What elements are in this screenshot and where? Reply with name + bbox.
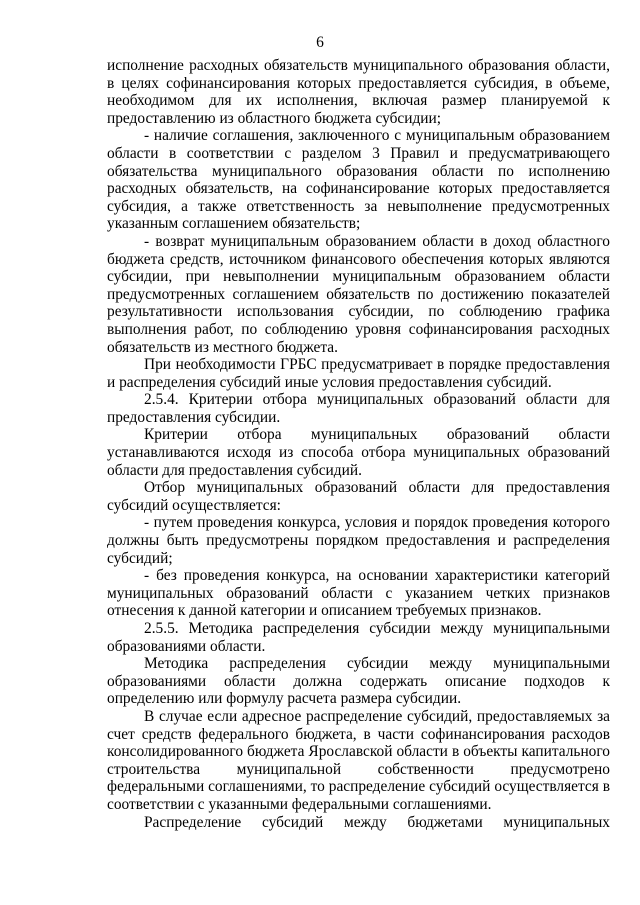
paragraph-7: Отбор муниципальных образований области для предоставления субсидий осуществляется: — [107, 479, 610, 514]
page-number: 6 — [316, 34, 324, 51]
paragraph-3: - возврат муниципальным образованием области в доход областного бюджета средств, источником финансового обеспечения которых являются субсидии, при невыполнении муниципальным образованием области предусмотренных соглашением обязательств по достижению показателей результативности использования субсидии, по соблюдению графика выполнения работ, по соблюдению уровня софинансирования расходных обязательств из местного бюджета. — [107, 232, 610, 356]
paragraph-13: Распределение субсидий между бюджетами муниципальных — [144, 813, 610, 831]
paragraph-1: исполнение расходных обязательств муниципального образования области, в целях софинансирования которых предоставляется субсидия, в объеме, необходимом для их исполнения, включая размер планируемой к предоставлению из областного бюджета субсидии; — [107, 57, 610, 127]
paragraph-12: В случае если адресное распределение субсидий, предоставляемых за счет средств федерального бюджета, в части софинансирования расходов консолидированного бюджета Ярославской области в объекты капитального строительства муниципальной собственности предусмотрено федеральными соглашениями, то распределение субсидий осуществляется в соответствии с указанными федеральными соглашениями. — [107, 707, 610, 813]
paragraph-10: 2.5.5. Методика распределения субсидии между муниципальными образованиями области. — [107, 620, 610, 655]
paragraph-11: Методика распределения субсидии между муниципальными образованиями области должна содержать описание подходов к определению или формулу расчета размера субсидии. — [107, 655, 610, 708]
paragraph-6: Критерии отбора муниципальных образований области устанавливаются исходя из способа отбора муниципальных образований области для предоставления субсидий. — [107, 426, 610, 479]
paragraph-2: - наличие соглашения, заключенного с муниципальным образованием области в соответствии с разделом 3 Правил и предусматривающего обязательства муниципального образования области по исполнению расходных обязательств, на софинансирование которых предоставляется субсидия, а также ответственность за невыполнение предусмотренных указанным соглашением обязательств; — [107, 127, 610, 233]
paragraph-9: - без проведения конкурса, на основании характеристики категорий муниципальных образований области с указанием четких признаков отнесения к данной категории и описанием требуемых признаков. — [107, 567, 610, 620]
paragraph-4: При необходимости ГРБС предусматривает в порядке предоставления и распределения субсидий иные условия предоставления субсидий. — [107, 356, 610, 391]
document-body — [107, 57, 610, 831]
paragraph-5: 2.5.4. Критерии отбора муниципальных образований области для предоставления субсидии. — [107, 391, 610, 426]
paragraph-8: - путем проведения конкурса, условия и порядок проведения которого должны быть предусмотрены порядком предоставления и распределения субсидий; — [107, 514, 610, 567]
